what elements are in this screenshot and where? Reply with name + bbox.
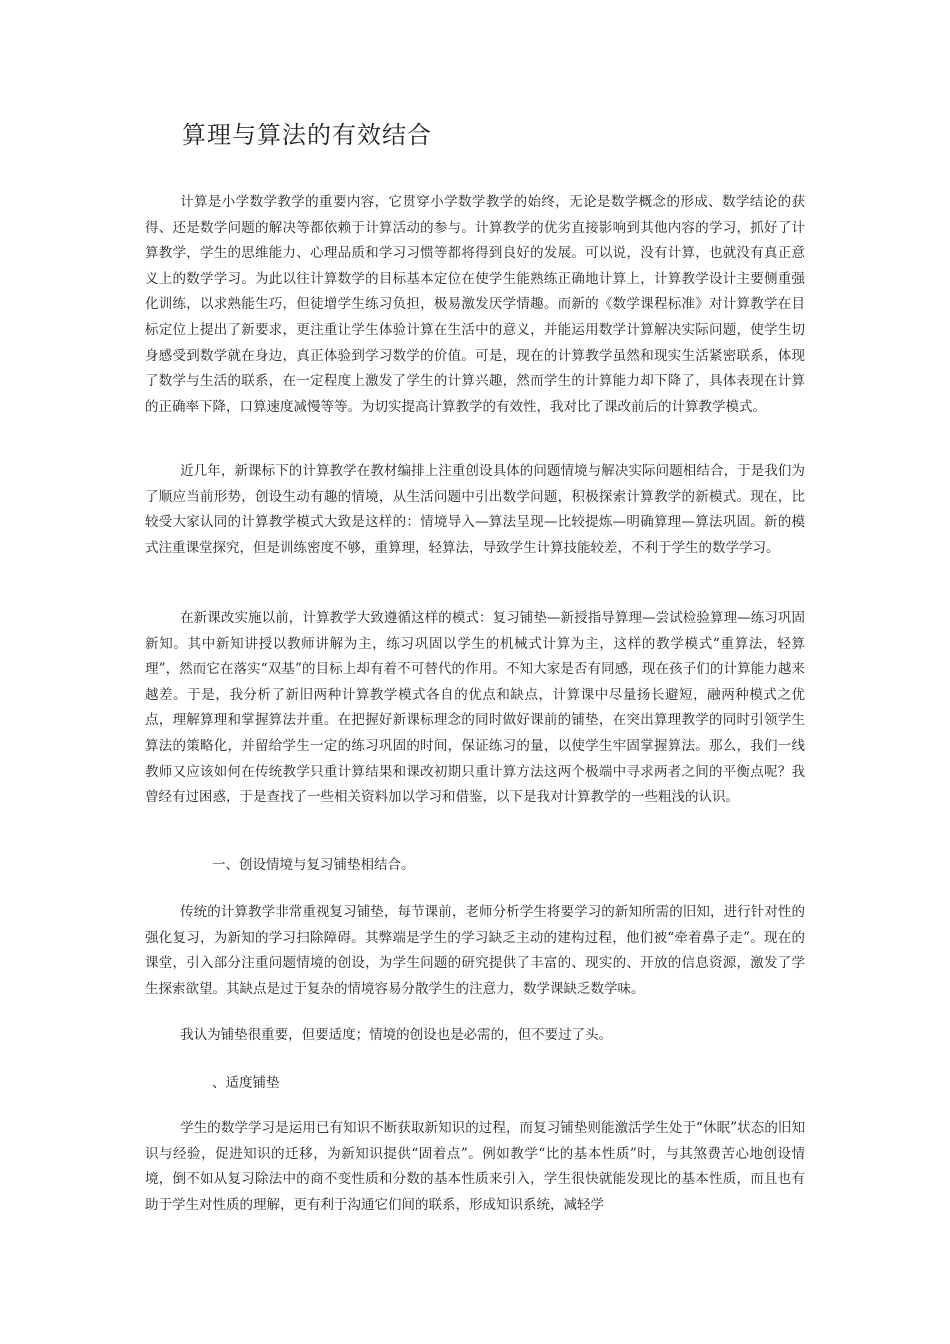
paragraph-3: 在新课改实施以前，计算教学大致遵循这样的模式：复习铺垫—新授指导算理—尝试检验算理—练习巩固新知。其中新知讲授以教师讲解为主，练习巩固以学生的机械式计算为主，这样的教学模式“重算法，轻算理”，然而它在落实“双基”的目标上却有着不可替代的作用。不知大家是否有同感，现在孩子们的计算能力越来越差。于是，我分析了新旧两种计算教学模式各自的优点和缺点，计算课中尽量扬长避短，融两种模式之优点，理解算理和掌握算法并重。在把握好新课标理念的同时做好课前的铺垫，在突出算理教学的同时引领学生算法的策略化，并留给学生一定的练习巩固的时间，保证练习的量，以使学生牢固掌握算法。那么，我们一线教师又应该如何在传统教学只重计算结果和课改初期只重计算方法这两个极端中寻求两者之间的平衡点呢？我曾经有过困惑，于是查找了一些相关资料加以学习和借鉴，以下是我对计算教学的一些粗浅的认识。 bbox=[145, 610, 805, 806]
paragraph-2: 近几年，新课标下的计算教学在教材编排上注重创设具体的问题情境与解决实际问题相结合，于是我们为了顺应当前形势，创设生动有趣的情境，从生活问题中引出数学问题，积极探索计算教学的新模式。现在，比较受大家认同的计算教学模式大致是这样的：情境导入—算法呈现—比较提炼—明确算理—算法巩固。新的模式注重课堂探究，但是训练密度不够，重算理，轻算法，导致学生计算技能较差，不利于学生的数学学习。 bbox=[145, 463, 805, 556]
paragraph-6: 学生的数学学习是运用已有知识不断获取新知识的过程，而复习铺垫则能激活学生处于“休眠”状态的旧知识与经验，促进知识的迁移，为新知识提供“固着点”。例如教学“比的基本性质”时，与其煞费苦心地创设情境，倒不如从复习除法中的商不变性质和分数的基本性质来引入，学生很快就能发现比的基本性质，而且也有助于学生对性质的理解，更有利于沟通它们间的联系，形成知识系统，减轻学 bbox=[145, 1120, 805, 1213]
section-heading-1: 一、创设情境与复习铺垫相结合。 bbox=[212, 857, 415, 873]
paragraph-5: 我认为铺垫很重要，但要适度；情境的创设也是必需的，但不要过了头。 bbox=[180, 1027, 613, 1043]
paragraph-4: 传统的计算教学非常重视复习铺垫，每节课前，老师分析学生将要学习的新知所需的旧知，进行针对性的强化复习，为新知的学习扫除障碍。其弊端是学生的学习缺乏主动的建构过程，他们被“牵着鼻子走”。现在的课堂，引入部分注重问题情境的创设，为学生问题的研究提供了丰富的、现实的、开放的信息资源，激发了学生探索欲望。其缺点是过于复杂的情境容易分散学生的注意力，数学课缺乏数学味。 bbox=[145, 904, 805, 997]
document-title: 算理与算法的有效结合 bbox=[182, 121, 432, 149]
section-heading-2: 、适度铺垫 bbox=[212, 1075, 280, 1091]
paragraph-1: 计算是小学数学教学的重要内容，它贯穿小学数学教学的始终，无论是数学概念的形成、数学结论的获得、还是数学问题的解决等都依赖于计算活动的参与。计算教学的优劣直接影响到其他内容的学习，抓好了计算教学，学生的思维能力、心理品质和学习习惯等都将得到良好的发展。可以说，没有计算，也就没有真正意义上的数学学习。为此以往计算数学的目标基本定位在使学生能熟练正确地计算上，计算教学设计主要侧重强化训练，以求熟能生巧，但徒增学生练习负担，极易激发厌学情趣。而新的《数学课程标准》对计算教学在目标定位上提出了新要求，更注重让学生体验计算在生活中的意义，并能运用数学计算解决实际问题，使学生切身感受到数学就在身边，真正体验到学习数学的价值。可是，现在的计算教学虽然和现实生活紧密联系，体现了数学与生活的联系，在一定程度上激发了学生的计算兴趣，然而学生的计算能力却下降了，具体表现在计算的正确率下降，口算速度减慢等等。为切实提高计算教学的有效性，我对比了课改前后的计算教学模式。 bbox=[145, 194, 805, 415]
